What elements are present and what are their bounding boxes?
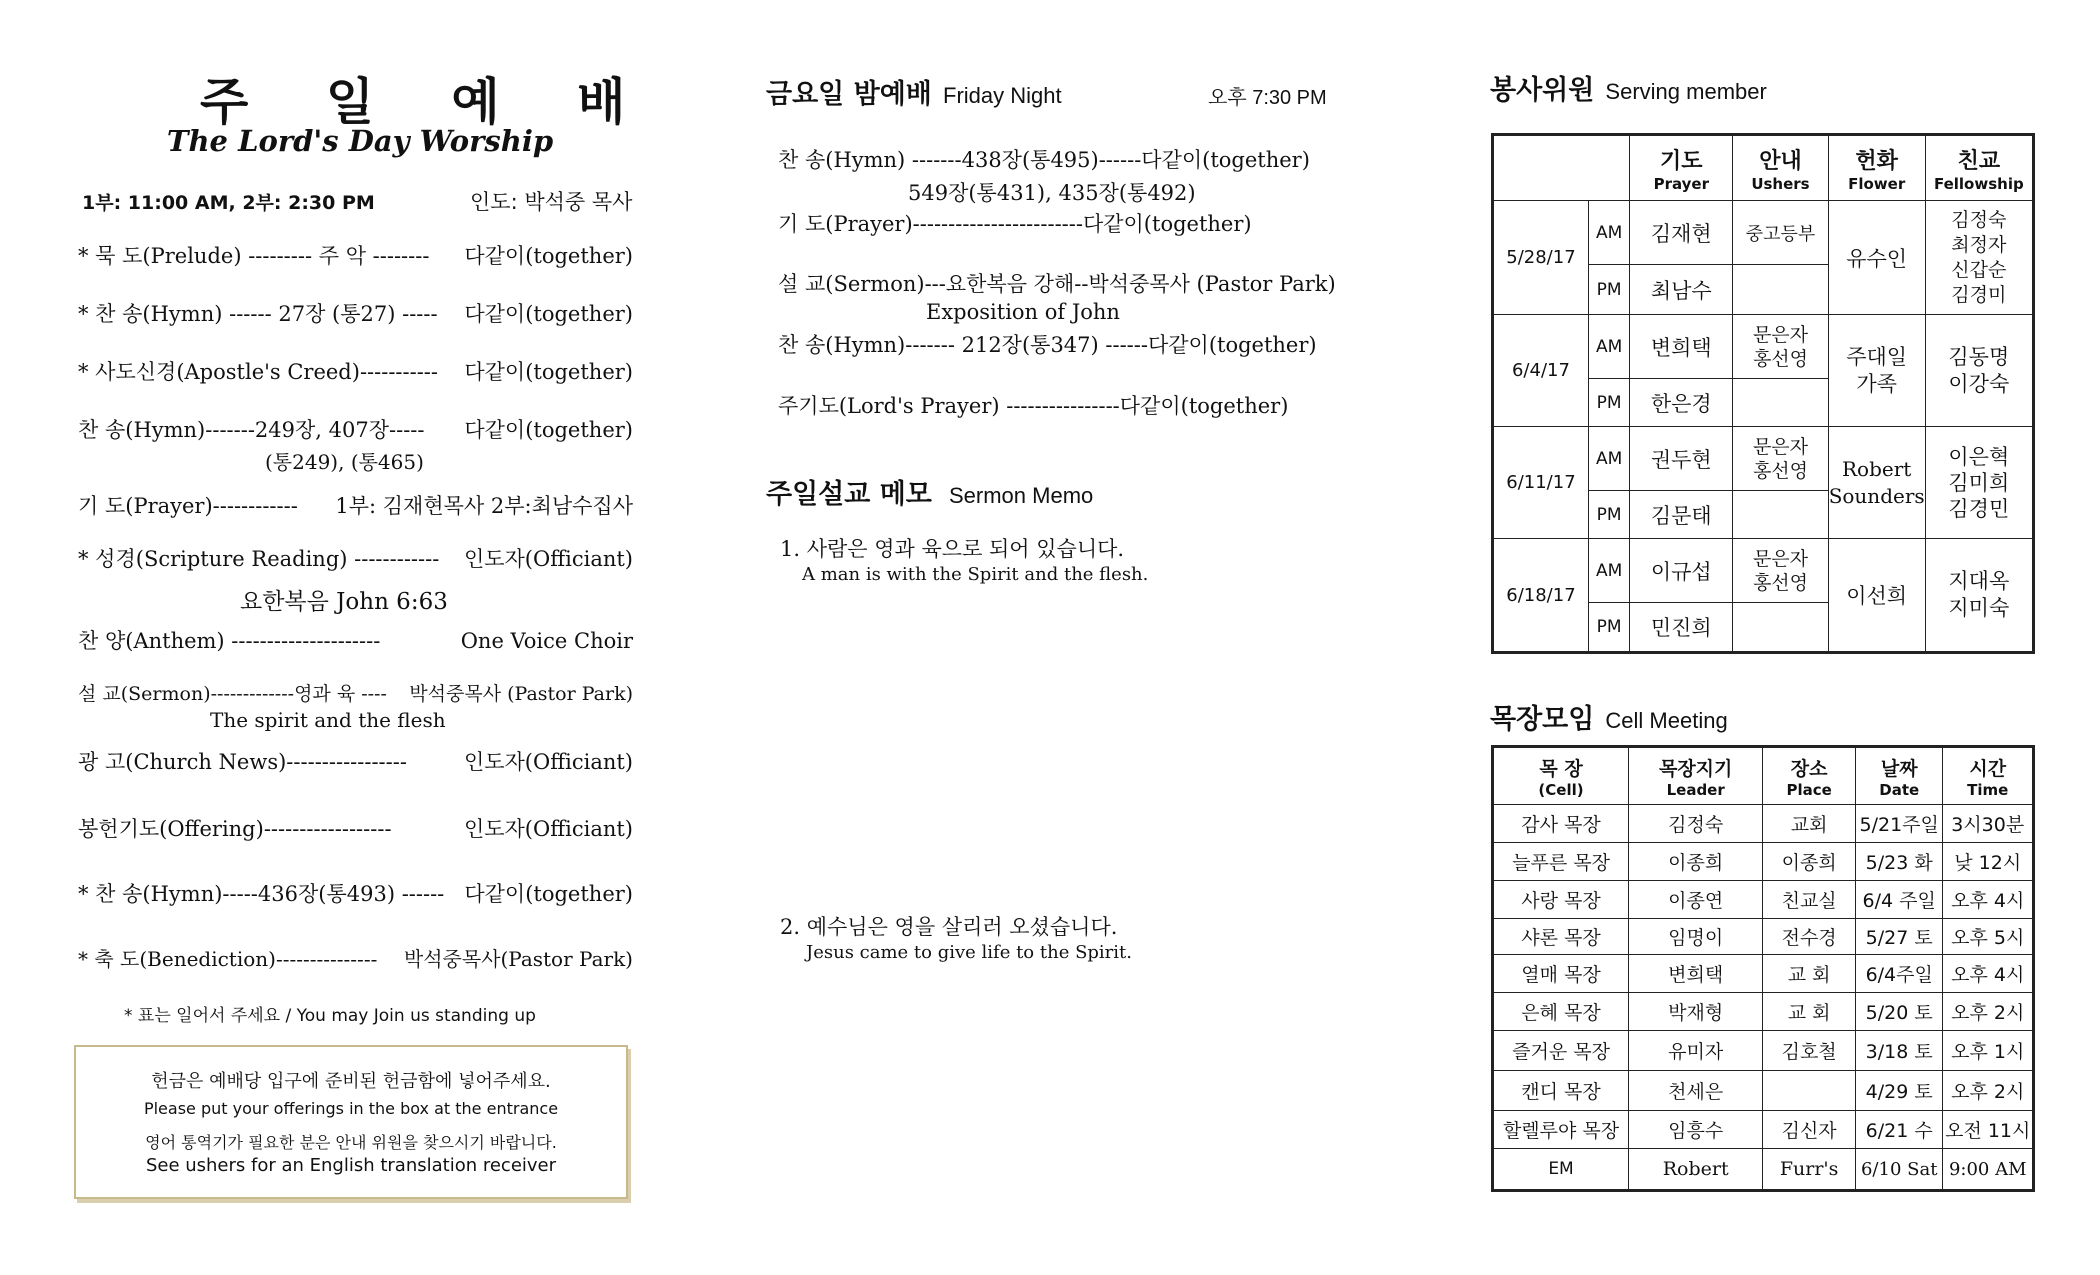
friday-order-sub: Exposition of John xyxy=(926,300,1120,324)
cell-place: 교 회 xyxy=(1763,993,1856,1031)
cell-name: 할렐루야 목장 xyxy=(1493,1111,1629,1149)
cell-heading xyxy=(1490,697,1728,736)
cell-name: 즐거운 목장 xyxy=(1493,1031,1629,1071)
header-english: Time xyxy=(1967,780,2009,799)
order-item-participant: 박석중목사 (Pastor Park) xyxy=(409,683,633,705)
order-item-participant: 다같이(together) xyxy=(464,882,633,906)
cell-row xyxy=(1493,843,2034,881)
serving-header-flower xyxy=(1828,135,1925,201)
cell-place: 김신자 xyxy=(1763,1111,1856,1149)
cell-date: 6/4 주일 xyxy=(1855,881,1943,919)
serving-date: 5/28/17 xyxy=(1493,201,1589,315)
cell-row xyxy=(1493,955,2034,993)
translation-note-korean: 영어 통역기가 필요한 분은 안내 위원을 찾으시기 바랍니다. xyxy=(145,1133,557,1152)
offering-note-korean: 헌금은 예배당 입구에 준비된 헌금함에 넣어주세요. xyxy=(151,1071,551,1092)
order-item-sub: (통249), (통465) xyxy=(265,450,424,474)
offering-notice-box xyxy=(74,1045,628,1199)
header-korean: 친교 xyxy=(1957,148,2001,174)
cell-leader: 김정숙 xyxy=(1629,805,1763,843)
cell-place: 친교실 xyxy=(1763,881,1856,919)
offering-note-english: Please put your offerings in the box at the entrance xyxy=(143,1099,559,1118)
flower-member: Robert Sounders xyxy=(1828,427,1925,539)
order-item-participant: 인도자(Officiant) xyxy=(463,817,633,841)
serving-row-am xyxy=(1493,201,2034,265)
cell-leader: 이종희 xyxy=(1629,843,1763,881)
order-item xyxy=(78,679,633,706)
prayer-am: 변희택 xyxy=(1630,315,1733,379)
am-label: AM xyxy=(1588,201,1629,265)
cell-header-place xyxy=(1763,747,1856,805)
header-korean: 목장지기 xyxy=(1658,757,1733,780)
memo-title-korean: 주일설교 메모 xyxy=(766,479,932,510)
prayer-pm: 민진희 xyxy=(1630,603,1733,653)
cell-time: 오후 4시 xyxy=(1943,881,2034,919)
header-english: Ushers xyxy=(1751,174,1810,193)
flower-member: 유수인 xyxy=(1828,201,1925,315)
fellowship-members: 지대옥 지미숙 xyxy=(1925,539,2033,653)
cell-date: 5/20 토 xyxy=(1855,993,1943,1031)
memo-point-english: A man is with the Spirit and the flesh. xyxy=(802,564,1149,585)
cell-row xyxy=(1493,993,2034,1031)
order-item-label: 봉헌기도(Offering)------------------ xyxy=(78,817,392,841)
friday-order-sub: 549장(통431), 435장(통492) xyxy=(908,181,1196,205)
serving-header-fellowship xyxy=(1925,135,2033,201)
prayer-am: 이규섭 xyxy=(1630,539,1733,603)
sermon-title-english: The spirit and the flesh xyxy=(210,708,446,732)
fellowship-members: 김동명 이강숙 xyxy=(1925,315,2033,427)
order-item-label: * 성경(Scripture Reading) ------------ xyxy=(78,547,440,571)
serving-row-am xyxy=(1493,539,2034,603)
cell-row xyxy=(1493,1071,2034,1111)
cell-leader: 유미자 xyxy=(1629,1031,1763,1071)
cell-place: 이종희 xyxy=(1763,843,1856,881)
cell-header-date xyxy=(1855,747,1943,805)
cell-meeting-table xyxy=(1491,745,2035,1192)
service-times: 1부: 11:00 AM, 2부: 2:30 PM xyxy=(82,192,375,214)
cell-time: 오후 2시 xyxy=(1943,1071,2034,1111)
cell-title-korean: 목장모임 xyxy=(1490,704,1595,735)
am-label: AM xyxy=(1588,539,1629,603)
order-item-participant: 1부: 김재현목사 2부:최남수집사 xyxy=(335,494,633,518)
prayer-am: 김재현 xyxy=(1630,201,1733,265)
serving-date: 6/4/17 xyxy=(1493,315,1589,427)
order-item xyxy=(78,813,633,843)
order-item-participant: 다같이(together) xyxy=(464,360,633,384)
cell-leader: 임흥수 xyxy=(1629,1111,1763,1149)
header-korean: 목 장 xyxy=(1539,757,1583,780)
order-item-label: * 찬 송(Hymn)-----436장(통493) ------ xyxy=(78,882,445,906)
friday-time: 오후 7:30 PM xyxy=(1208,87,1327,109)
cell-leader: Robert xyxy=(1629,1149,1763,1191)
order-item xyxy=(78,490,633,520)
friday-order-item: 기 도(Prayer)------------------------다같이(together) xyxy=(778,212,1252,236)
friday-title-korean: 금요일 밤예배 xyxy=(766,79,932,110)
usher-am: 문은자 홍선영 xyxy=(1733,539,1828,603)
order-item-participant: One Voice Choir xyxy=(460,629,633,653)
cell-place: 교회 xyxy=(1763,805,1856,843)
serving-title-english: Serving member xyxy=(1605,79,1767,104)
cell-name: 샤론 목장 xyxy=(1493,919,1629,955)
pm-label: PM xyxy=(1588,603,1629,653)
order-item xyxy=(78,298,633,328)
usher-am: 문은자 홍선영 xyxy=(1733,315,1828,379)
cell-name: 은혜 목장 xyxy=(1493,993,1629,1031)
friday-heading xyxy=(766,72,1062,111)
translation-note-english: See ushers for an English translation receiver xyxy=(145,1155,557,1176)
friday-title-english: Friday Night xyxy=(943,83,1062,108)
usher-pm xyxy=(1733,265,1828,315)
header-korean: 장소 xyxy=(1790,757,1828,780)
cell-title-english: Cell Meeting xyxy=(1605,708,1728,733)
cell-time: 오전 11시 xyxy=(1943,1111,2034,1149)
order-item xyxy=(78,625,633,655)
order-item-participant: 인도자(Officiant) xyxy=(463,547,633,571)
header-english: Leader xyxy=(1666,780,1725,799)
serving-title-korean: 봉사위원 xyxy=(1490,75,1595,106)
cell-place: Furr's xyxy=(1763,1149,1856,1191)
serving-header-prayer xyxy=(1630,135,1733,201)
header-english: (Cell) xyxy=(1538,780,1584,799)
friday-order-item: 찬 송(Hymn)------- 212장(통347) ------다같이(together) xyxy=(778,333,1317,357)
cell-time: 3시30분 xyxy=(1943,805,2034,843)
cell-date: 5/27 토 xyxy=(1855,919,1943,955)
order-item-label: * 찬 송(Hymn) ------ 27장 (통27) ----- xyxy=(78,302,438,326)
serving-heading xyxy=(1490,68,1767,107)
header-english: Place xyxy=(1786,780,1832,799)
cell-time: 낮 12시 xyxy=(1943,843,2034,881)
order-item-label: * 묵 도(Prelude) --------- 주 악 -------- xyxy=(78,244,430,268)
cell-place: 김호철 xyxy=(1763,1031,1856,1071)
pm-label: PM xyxy=(1588,491,1629,539)
order-item xyxy=(78,414,633,444)
header-english: Prayer xyxy=(1653,174,1709,193)
prayer-pm: 최남수 xyxy=(1630,265,1733,315)
flower-member: 이선희 xyxy=(1828,539,1925,653)
am-label: AM xyxy=(1588,315,1629,379)
cell-header-leader xyxy=(1629,747,1763,805)
header-korean: 시간 xyxy=(1969,757,2007,780)
memo-point-korean: 2. 예수님은 영을 살리러 오셨습니다. xyxy=(780,915,1118,939)
order-item-label: * 사도신경(Apostle's Creed)----------- xyxy=(78,360,438,384)
fellowship-members: 이은혁 김미희 김경민 xyxy=(1925,427,2033,539)
cell-time: 오후 2시 xyxy=(1943,993,2034,1031)
cell-header-cell xyxy=(1493,747,1629,805)
cell-row xyxy=(1493,1031,2034,1071)
order-item xyxy=(78,356,633,386)
cell-date: 3/18 토 xyxy=(1855,1031,1943,1071)
cell-name: EM xyxy=(1493,1149,1629,1191)
cell-name: 사랑 목장 xyxy=(1493,881,1629,919)
header-korean: 헌화 xyxy=(1855,148,1898,174)
cell-leader: 임명이 xyxy=(1629,919,1763,955)
memo-title-english: Sermon Memo xyxy=(949,483,1094,508)
serving-row-am xyxy=(1493,427,2034,491)
serving-header-blank xyxy=(1493,135,1630,201)
prayer-pm: 김문태 xyxy=(1630,491,1733,539)
cell-time: 오후 1시 xyxy=(1943,1031,2034,1071)
cell-time: 오후 5시 xyxy=(1943,919,2034,955)
cell-header-time xyxy=(1943,747,2034,805)
cell-name: 열매 목장 xyxy=(1493,955,1629,993)
am-label: AM xyxy=(1588,427,1629,491)
serving-row-am xyxy=(1493,315,2034,379)
memo-point-english: Jesus came to give life to the Spirit. xyxy=(806,942,1132,963)
stand-note: * 표는 일어서 주세요 / You may Join us standing up xyxy=(124,1006,536,1026)
pm-label: PM xyxy=(1588,265,1629,315)
serving-header-ushers xyxy=(1733,135,1828,201)
order-item xyxy=(78,878,633,908)
header-english: Fellowship xyxy=(1933,174,2024,193)
cell-leader: 천세은 xyxy=(1629,1071,1763,1111)
cell-name: 늘푸른 목장 xyxy=(1493,843,1629,881)
order-item-participant: 다같이(together) xyxy=(464,244,633,268)
usher-am: 중고등부 xyxy=(1733,201,1828,265)
cell-row xyxy=(1493,919,2034,955)
cell-leader: 이종연 xyxy=(1629,881,1763,919)
order-item-label: 광 고(Church News)----------------- xyxy=(78,750,407,774)
order-item-label: 기 도(Prayer)------------ xyxy=(78,494,298,518)
order-item-participant: 박석중목사(Pastor Park) xyxy=(403,947,633,971)
memo-point-korean: 1. 사람은 영과 육으로 되어 있습니다. xyxy=(780,537,1125,561)
order-item-label: 설 교(Sermon)-------------영과 육 ---- xyxy=(78,683,387,705)
cell-time: 오후 4시 xyxy=(1943,955,2034,993)
cell-date: 4/29 토 xyxy=(1855,1071,1943,1111)
fellowship-members: 김정숙 최정자 신갑순 김경미 xyxy=(1925,201,2033,315)
friday-order-item: 찬 송(Hymn) -------438장(통495)------다같이(together) xyxy=(778,148,1310,172)
prayer-am: 권두현 xyxy=(1630,427,1733,491)
worship-title-korean: 주 일 예 배 xyxy=(200,73,656,131)
scripture-reference: 요한복음 John 6:63 xyxy=(240,589,448,615)
order-item-label: * 축 도(Benediction)--------------- xyxy=(78,947,378,971)
worship-title-english: The Lord's Day Worship xyxy=(166,124,554,158)
header-korean: 날짜 xyxy=(1880,757,1918,780)
cell-time: 9:00 AM xyxy=(1943,1149,2034,1191)
order-item-label: 찬 송(Hymn)-------249장, 407장----- xyxy=(78,418,425,442)
cell-date: 5/23 화 xyxy=(1855,843,1943,881)
cell-name: 감사 목장 xyxy=(1493,805,1629,843)
serving-date: 6/18/17 xyxy=(1493,539,1589,653)
cell-date: 6/10 Sat xyxy=(1855,1149,1943,1191)
cell-place: 전수경 xyxy=(1763,919,1856,955)
cell-row xyxy=(1493,1111,2034,1149)
cell-place: 교 회 xyxy=(1763,955,1856,993)
serving-table xyxy=(1491,133,2035,654)
cell-name: 캔디 목장 xyxy=(1493,1071,1629,1111)
sermon-memo-heading xyxy=(766,472,1093,511)
usher-pm xyxy=(1733,491,1828,539)
usher-am: 문은자 홍선영 xyxy=(1733,427,1828,491)
prayer-pm: 한은경 xyxy=(1630,379,1733,427)
order-item xyxy=(78,943,633,972)
cell-leader: 박재형 xyxy=(1629,993,1763,1031)
header-english: Date xyxy=(1879,780,1920,799)
worship-leader: 인도: 박석중 목사 xyxy=(470,190,633,214)
header-korean: 기도 xyxy=(1660,148,1703,174)
header-korean: 안내 xyxy=(1759,148,1802,174)
cell-leader: 변희택 xyxy=(1629,955,1763,993)
order-item-participant: 다같이(together) xyxy=(464,302,633,326)
serving-date: 6/11/17 xyxy=(1493,427,1589,539)
order-item xyxy=(78,746,633,776)
order-item-participant: 인도자(Officiant) xyxy=(463,750,633,774)
friday-order-item: 설 교(Sermon)---요한복음 강해--박석중목사 (Pastor Park) xyxy=(778,272,1336,296)
cell-row xyxy=(1493,805,2034,843)
usher-pm xyxy=(1733,379,1828,427)
cell-date: 5/21주일 xyxy=(1855,805,1943,843)
usher-pm xyxy=(1733,603,1828,653)
cell-date: 6/21 수 xyxy=(1855,1111,1943,1149)
order-item xyxy=(78,240,633,270)
cell-place xyxy=(1763,1071,1856,1111)
cell-row xyxy=(1493,881,2034,919)
flower-member: 주대일 가족 xyxy=(1828,315,1925,427)
order-item xyxy=(78,543,633,573)
cell-date: 6/4주일 xyxy=(1855,955,1943,993)
order-item-label: 찬 양(Anthem) --------------------- xyxy=(78,629,381,653)
friday-order-item: 주기도(Lord's Prayer) ----------------다같이(together) xyxy=(778,394,1289,418)
order-item-participant: 다같이(together) xyxy=(464,418,633,442)
pm-label: PM xyxy=(1588,379,1629,427)
cell-row xyxy=(1493,1149,2034,1191)
header-english: Flower xyxy=(1848,174,1906,193)
